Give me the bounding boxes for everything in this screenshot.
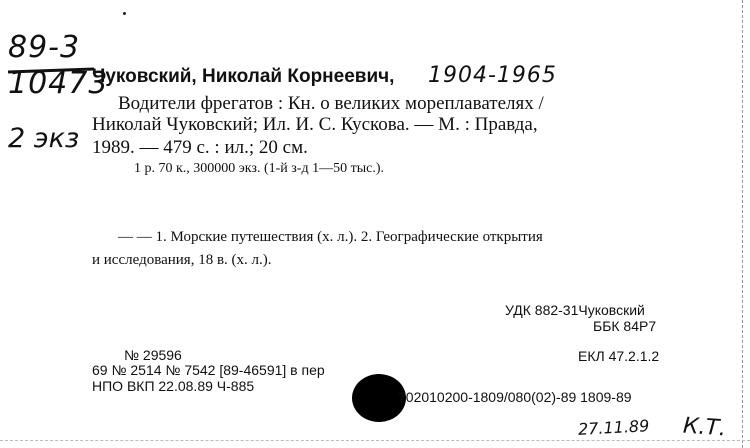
ekl-code: ЕКЛ 47.2.1.2 bbox=[578, 348, 660, 364]
author-heading: Чуковский, Николай Корнеевич, bbox=[92, 66, 395, 87]
handwritten-initials: К.Т. bbox=[682, 413, 727, 442]
scan-speck bbox=[123, 12, 126, 15]
card-right-edge bbox=[742, 0, 744, 448]
registry-number: № 29596 bbox=[124, 347, 182, 363]
handwritten-copies-note: 2 экз bbox=[8, 123, 80, 154]
subject-line-1: — — 1. Морские путешествия (х. л.). 2. Географические открытия bbox=[118, 229, 543, 245]
subject-line-2: и исследования, 18 в. (х. л.). bbox=[92, 252, 272, 268]
handwritten-call-number-bottom: 10473 bbox=[8, 66, 109, 101]
bbk-code: ББК 84Р7 bbox=[593, 318, 657, 334]
registry-line-3: НПО ВКП 22.08.89 Ч-885 bbox=[92, 378, 255, 394]
udk-code: УДК 882-31Чуковский bbox=[505, 302, 645, 318]
title-line-3: 1989. — 479 с. : ил.; 20 см. bbox=[92, 137, 308, 158]
card-bottom-edge bbox=[0, 440, 750, 442]
title-line-2: Николай Чуковский; Ил. И. С. Кускова. — М. : Правда, bbox=[92, 114, 538, 135]
handwritten-life-dates: 1904-1965 bbox=[428, 63, 557, 88]
handwritten-call-number-top: 89-3 bbox=[8, 30, 81, 65]
title-line-1: Водители фрегатов : Кн. о великих мореплавателях / bbox=[118, 93, 544, 114]
handwritten-bottom-date: 27.11.89 bbox=[577, 416, 650, 439]
publication-code: 702010200-1809/080(02)-89 1809-89 bbox=[398, 389, 632, 405]
registry-line-2: 69 № 2514 № 7542 [89-46591] в пер bbox=[92, 362, 325, 378]
price-line: 1 р. 70 к., 300000 экз. (1-й з-д 1—50 тыс.). bbox=[134, 161, 384, 176]
